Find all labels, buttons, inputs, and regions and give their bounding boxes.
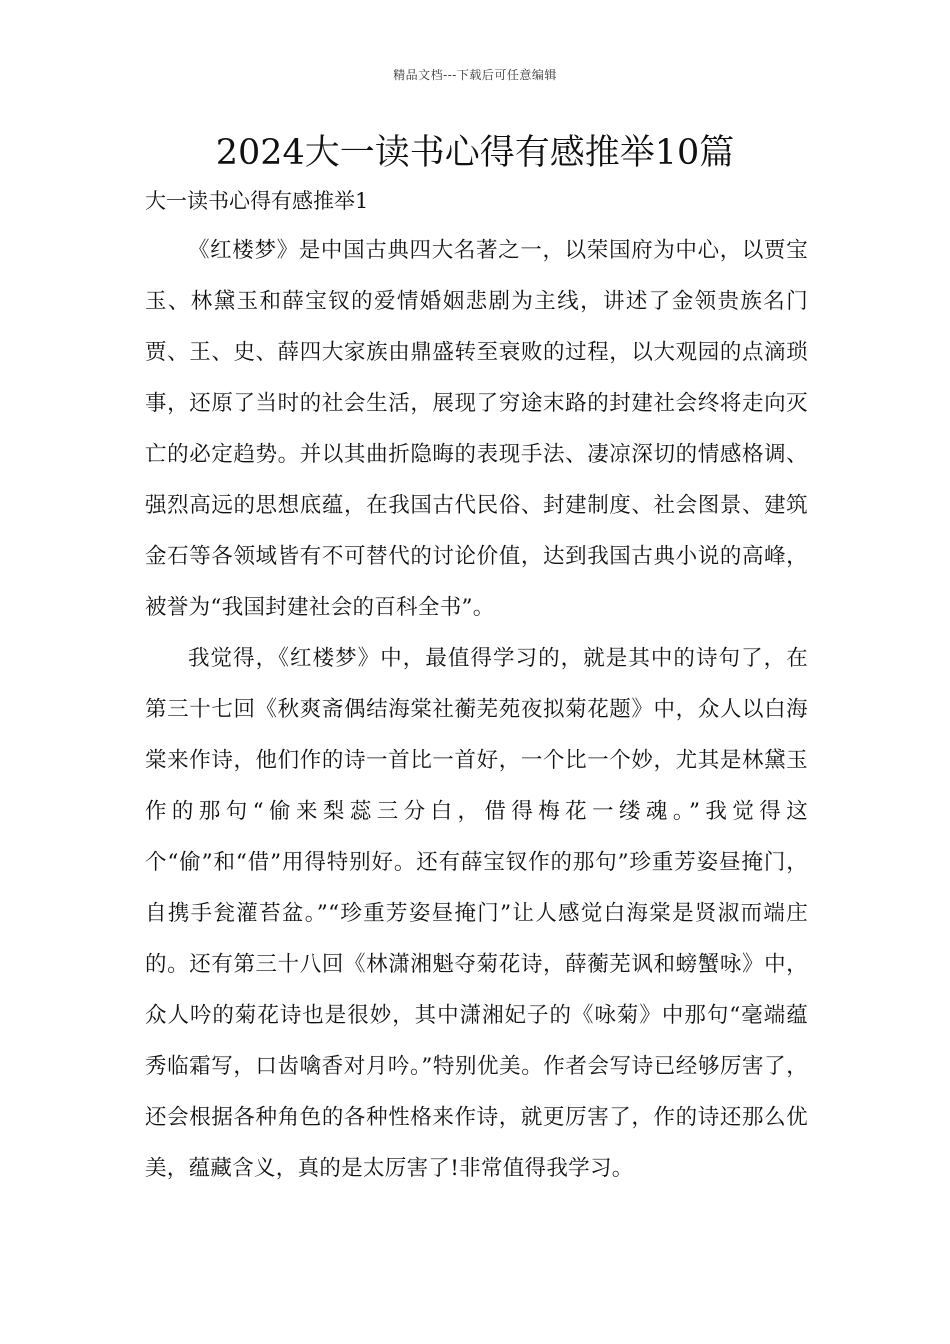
- body-text: [145, 225, 808, 1194]
- paragraph: 《红楼梦》是中国古典四大名著之一，以荣国府为中心，以贾宝玉、林黛玉和薛宝钗的爱情婚姻悲剧为主线，讲述了金领贵族名门贾、王、史、薛四大家族由鼎盛转至衰败的过程，以大观园的点滴琐事，还原了当时的社会生活，展现了穷途末路的封建社会终将走向灭亡的必定趋势。并以其曲折隐晦的表现手法、凄凉深切的情感格调、强烈高远的思想底蕴，在我国古代民俗、封建制度、社会图景、建筑金石等各领域皆有不可替代的讨论价值，达到我国古典小说的高峰，被誉为“我国封建社会的百科全书”。: [145, 238, 808, 620]
- document-title: 2024大一读书心得有感推举10篇: [215, 133, 735, 173]
- paragraph: 我觉得，《红楼梦》中，最值得学习的，就是其中的诗句了，在第三十七回《秋爽斋偶结海棠社蘅芜苑夜拟菊花题》中，众人以白海棠来作诗，他们作的诗一首比一首好，一个比一个妙，尤其是林黛玉作的那句“偷来梨蕊三分白，借得梅花一缕魂。”我觉得这个“偷”和“借”用得特别好。还有薛宝钗作的那句”珍重芳姿昼掩门，自携手瓮灌苔盆。”“珍重芳姿昼掩门”让人感觉白海棠是贤淑而端庄的。还有第三十八回《林潇湘魁夺菊花诗，薛蘅芜讽和螃蟹咏》中，众人吟的菊花诗也是很妙，其中潇湘妃子的《咏菊》中那句“毫端蕴秀临霜写，口齿噙香对月吟。”特别优美。作者会写诗已经够厉害了，还会根据各种角色的各种性格来作诗，就更厉害了，作的诗还那么优美，蕴藏含义，真的是太厉害了!非常值得我学习。: [145, 646, 808, 1181]
- page-header-note: 精品文档---下载后可任意编辑: [393, 68, 557, 82]
- section-heading: 大一读书心得有感推举1: [145, 189, 369, 213]
